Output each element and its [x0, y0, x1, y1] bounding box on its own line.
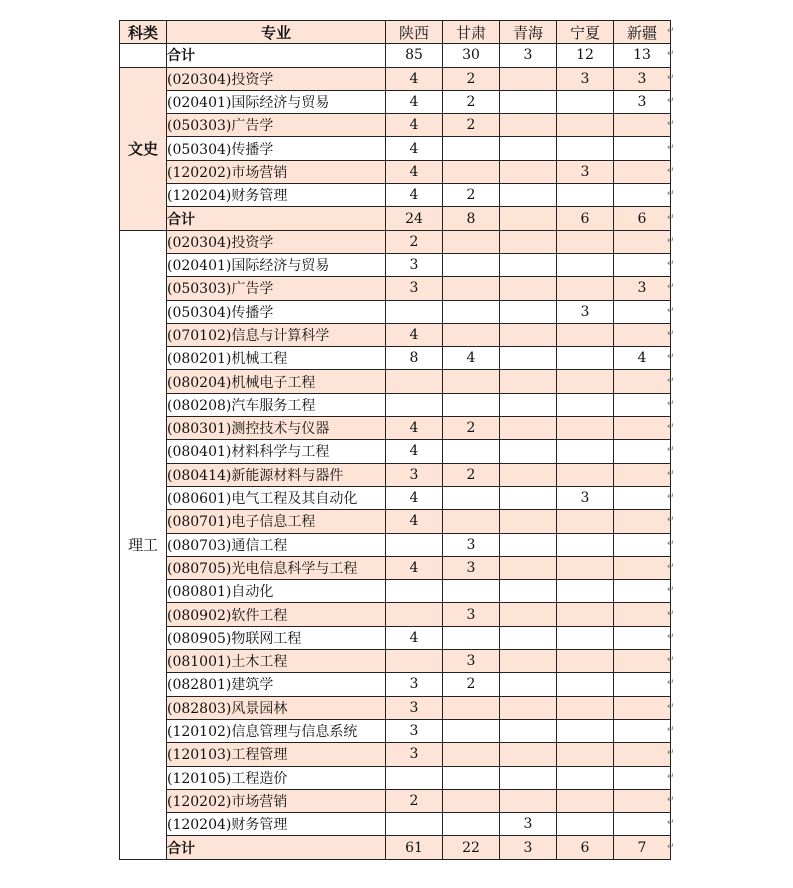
value-cell: 2: [443, 67, 500, 90]
value-cell: [557, 114, 614, 137]
value-cell: [557, 603, 614, 626]
major-name: (080601)电气工程及其自动化: [167, 486, 386, 509]
table-row: [120, 440, 671, 463]
value-cell: 2: [443, 463, 500, 486]
row-end-mark: ↵: [667, 561, 675, 572]
table-row: [120, 510, 671, 533]
row-end-mark: ↵: [667, 398, 675, 409]
row-end-mark: ↵: [667, 655, 675, 666]
value-cell: 3: [386, 277, 443, 300]
major-name: (020401)国际经济与贸易: [167, 90, 386, 113]
value-cell: [557, 510, 614, 533]
value-cell: [500, 207, 557, 230]
value-cell: [614, 766, 671, 789]
value-cell: [557, 440, 614, 463]
table-row: [120, 90, 671, 113]
value-cell: 24: [386, 207, 443, 230]
value-cell: [443, 277, 500, 300]
value-cell: 3: [557, 300, 614, 323]
value-cell: 4: [386, 417, 443, 440]
major-name: (080905)物联网工程: [167, 626, 386, 649]
major-name: (082801)建筑学: [167, 673, 386, 696]
value-cell: [614, 813, 671, 836]
value-cell: 4: [386, 626, 443, 649]
table-row: [120, 486, 671, 509]
row-end-mark: ↵: [667, 352, 675, 363]
value-cell: [500, 673, 557, 696]
row-end-mark: ↵: [667, 725, 675, 736]
value-cell: [443, 580, 500, 603]
value-cell: [443, 393, 500, 416]
value-cell: [557, 580, 614, 603]
value-cell: [557, 90, 614, 113]
value-cell: [443, 370, 500, 393]
value-cell: 3: [614, 90, 671, 113]
value-cell: 3: [557, 160, 614, 183]
value-cell: 3: [500, 44, 557, 67]
value-cell: 4: [443, 347, 500, 370]
value-cell: [443, 789, 500, 812]
value-cell: [614, 393, 671, 416]
table-row: [120, 230, 671, 253]
major-name: (070102)信息与计算科学: [167, 323, 386, 346]
row-end-mark: ↵: [667, 26, 675, 37]
value-cell: [500, 230, 557, 253]
major-name: (020401)国际经济与贸易: [167, 253, 386, 276]
value-cell: 6: [557, 207, 614, 230]
value-cell: [500, 696, 557, 719]
value-cell: [557, 789, 614, 812]
value-cell: [557, 323, 614, 346]
table-row: [120, 650, 671, 673]
total-label: 合计: [167, 207, 386, 230]
group-total-row: [120, 836, 671, 859]
table-row: [120, 463, 671, 486]
row-end-mark: ↵: [667, 445, 675, 456]
major-name: (050303)广告学: [167, 277, 386, 300]
value-cell: [614, 650, 671, 673]
value-cell: [500, 90, 557, 113]
row-end-mark: ↵: [667, 515, 675, 526]
table-row: [120, 813, 671, 836]
value-cell: 2: [386, 230, 443, 253]
major-name: (080801)自动化: [167, 580, 386, 603]
row-end-mark: ↵: [667, 72, 675, 83]
value-cell: [614, 114, 671, 137]
header-row: [120, 21, 671, 44]
row-end-mark: ↵: [667, 678, 675, 689]
value-cell: [614, 673, 671, 696]
value-cell: [443, 160, 500, 183]
value-cell: 12: [557, 44, 614, 67]
value-cell: [557, 813, 614, 836]
value-cell: 3: [557, 67, 614, 90]
major-name: (020304)投资学: [167, 67, 386, 90]
value-cell: [443, 323, 500, 346]
overall-total-row: [120, 44, 671, 67]
value-cell: [500, 719, 557, 742]
header-province: 青海: [500, 21, 557, 44]
value-cell: 4: [386, 510, 443, 533]
value-cell: [443, 813, 500, 836]
table-row: [120, 370, 671, 393]
table-row: [120, 719, 671, 742]
major-name: (080705)光电信息科学与工程: [167, 556, 386, 579]
value-cell: [500, 766, 557, 789]
row-end-mark: ↵: [667, 142, 675, 153]
value-cell: [500, 789, 557, 812]
row-end-mark: ↵: [667, 259, 675, 270]
value-cell: 3: [386, 253, 443, 276]
value-cell: [386, 766, 443, 789]
value-cell: [614, 486, 671, 509]
value-cell: [443, 137, 500, 160]
value-cell: [500, 160, 557, 183]
row-end-mark: ↵: [667, 701, 675, 712]
table-row: [120, 696, 671, 719]
row-end-mark: ↵: [667, 165, 675, 176]
value-cell: [557, 673, 614, 696]
enrollment-plan-table: [119, 20, 671, 860]
value-cell: 2: [443, 184, 500, 207]
major-name: (080208)汽车服务工程: [167, 393, 386, 416]
value-cell: [500, 463, 557, 486]
row-end-mark: ↵: [667, 282, 675, 293]
value-cell: [557, 533, 614, 556]
value-cell: [557, 184, 614, 207]
value-cell: [386, 393, 443, 416]
value-cell: 4: [386, 160, 443, 183]
value-cell: [500, 580, 557, 603]
value-cell: [386, 580, 443, 603]
value-cell: [500, 323, 557, 346]
total-label: 合计: [167, 44, 386, 67]
table-row: [120, 347, 671, 370]
major-name: (120103)工程管理: [167, 743, 386, 766]
table-row: [120, 673, 671, 696]
table-row: [120, 789, 671, 812]
header-province: 宁夏: [557, 21, 614, 44]
major-name: (080414)新能源材料与器件: [167, 463, 386, 486]
value-cell: 61: [386, 836, 443, 859]
table-row: [120, 626, 671, 649]
major-name: (120204)财务管理: [167, 813, 386, 836]
value-cell: [500, 253, 557, 276]
row-end-mark: ↵: [667, 794, 675, 805]
value-cell: 4: [386, 440, 443, 463]
table-row: [120, 277, 671, 300]
major-name: (080902)软件工程: [167, 603, 386, 626]
value-cell: [614, 626, 671, 649]
value-cell: [386, 370, 443, 393]
value-cell: 22: [443, 836, 500, 859]
value-cell: [443, 230, 500, 253]
value-cell: 2: [443, 114, 500, 137]
major-name: (050304)传播学: [167, 137, 386, 160]
value-cell: 3: [614, 277, 671, 300]
header-province: 新疆: [614, 21, 671, 44]
value-cell: [614, 556, 671, 579]
value-cell: [500, 114, 557, 137]
value-cell: 3: [386, 696, 443, 719]
value-cell: 3: [557, 486, 614, 509]
value-cell: 6: [557, 836, 614, 859]
table-row: [120, 580, 671, 603]
value-cell: [500, 533, 557, 556]
total-label: 合计: [167, 836, 386, 859]
category-cell: 文史: [120, 67, 167, 230]
value-cell: [614, 789, 671, 812]
row-end-mark: ↵: [667, 748, 675, 759]
header-province: 陕西: [386, 21, 443, 44]
value-cell: [500, 440, 557, 463]
value-cell: [614, 603, 671, 626]
value-cell: [500, 743, 557, 766]
major-name: (120202)市场营销: [167, 789, 386, 812]
value-cell: [443, 766, 500, 789]
value-cell: [614, 696, 671, 719]
row-end-mark: ↵: [667, 96, 675, 107]
row-end-mark: ↵: [667, 608, 675, 619]
table-row: [120, 114, 671, 137]
value-cell: [614, 580, 671, 603]
value-cell: 4: [386, 90, 443, 113]
value-cell: [443, 253, 500, 276]
value-cell: [614, 323, 671, 346]
major-name: (120202)市场营销: [167, 160, 386, 183]
table-row: [120, 393, 671, 416]
value-cell: [614, 184, 671, 207]
value-cell: [557, 277, 614, 300]
value-cell: [614, 300, 671, 323]
value-cell: [443, 300, 500, 323]
row-end-mark: ↵: [667, 189, 675, 200]
major-name: (120102)信息管理与信息系统: [167, 719, 386, 742]
value-cell: [557, 417, 614, 440]
value-cell: [443, 510, 500, 533]
value-cell: 6: [614, 207, 671, 230]
value-cell: 3: [500, 813, 557, 836]
value-cell: [500, 300, 557, 323]
value-cell: [500, 67, 557, 90]
value-cell: [386, 603, 443, 626]
value-cell: 2: [443, 90, 500, 113]
value-cell: [557, 393, 614, 416]
value-cell: 4: [386, 137, 443, 160]
group-total-row: [120, 207, 671, 230]
table-row: [120, 603, 671, 626]
value-cell: [500, 417, 557, 440]
value-cell: [614, 463, 671, 486]
table-row: [120, 253, 671, 276]
value-cell: [614, 253, 671, 276]
value-cell: [614, 743, 671, 766]
value-cell: [500, 347, 557, 370]
value-cell: [443, 626, 500, 649]
value-cell: [386, 650, 443, 673]
value-cell: [557, 253, 614, 276]
value-cell: [614, 417, 671, 440]
header-category: 科类: [120, 21, 167, 44]
row-end-mark: ↵: [667, 841, 675, 852]
major-name: (080301)测控技术与仪器: [167, 417, 386, 440]
value-cell: [557, 347, 614, 370]
category-cell: [120, 44, 167, 67]
row-end-mark: ↵: [667, 375, 675, 386]
value-cell: 3: [443, 556, 500, 579]
value-cell: 3: [386, 463, 443, 486]
value-cell: 3: [443, 603, 500, 626]
value-cell: 2: [443, 673, 500, 696]
value-cell: 3: [500, 836, 557, 859]
row-end-mark: ↵: [667, 818, 675, 829]
value-cell: [500, 626, 557, 649]
value-cell: 3: [386, 719, 443, 742]
row-end-mark: ↵: [667, 538, 675, 549]
value-cell: [500, 370, 557, 393]
value-cell: [500, 184, 557, 207]
value-cell: [500, 510, 557, 533]
value-cell: 7: [614, 836, 671, 859]
value-cell: [443, 743, 500, 766]
value-cell: 13: [614, 44, 671, 67]
table-row: [120, 300, 671, 323]
value-cell: 30: [443, 44, 500, 67]
value-cell: 4: [386, 114, 443, 137]
value-cell: [557, 137, 614, 160]
major-name: (080201)机械工程: [167, 347, 386, 370]
value-cell: 85: [386, 44, 443, 67]
value-cell: [557, 650, 614, 673]
major-name: (081001)土木工程: [167, 650, 386, 673]
value-cell: [386, 300, 443, 323]
row-end-mark: ↵: [667, 771, 675, 782]
row-end-mark: ↵: [667, 305, 675, 316]
row-end-mark: ↵: [667, 468, 675, 479]
value-cell: 2: [443, 417, 500, 440]
value-cell: 2: [386, 789, 443, 812]
value-cell: [614, 510, 671, 533]
value-cell: 3: [443, 533, 500, 556]
value-cell: [557, 626, 614, 649]
table-row: [120, 67, 671, 90]
value-cell: 4: [386, 556, 443, 579]
value-cell: [500, 650, 557, 673]
value-cell: [557, 230, 614, 253]
value-cell: [500, 603, 557, 626]
value-cell: [614, 230, 671, 253]
major-name: (080703)通信工程: [167, 533, 386, 556]
major-name: (120105)工程造价: [167, 766, 386, 789]
table-row: [120, 533, 671, 556]
major-name: (120204)财务管理: [167, 184, 386, 207]
value-cell: [557, 766, 614, 789]
value-cell: 4: [386, 486, 443, 509]
value-cell: 3: [386, 673, 443, 696]
value-cell: [443, 440, 500, 463]
table-row: [120, 766, 671, 789]
header-major: 专业: [167, 21, 386, 44]
row-end-mark: ↵: [667, 422, 675, 433]
row-end-mark: ↵: [667, 212, 675, 223]
value-cell: [557, 743, 614, 766]
value-cell: [614, 533, 671, 556]
major-name: (020304)投资学: [167, 230, 386, 253]
value-cell: [500, 393, 557, 416]
major-name: (080701)电子信息工程: [167, 510, 386, 533]
value-cell: [557, 556, 614, 579]
value-cell: [500, 277, 557, 300]
value-cell: 4: [386, 67, 443, 90]
value-cell: 8: [386, 347, 443, 370]
value-cell: [614, 719, 671, 742]
value-cell: [557, 696, 614, 719]
value-cell: [614, 160, 671, 183]
table-row: [120, 417, 671, 440]
value-cell: [614, 440, 671, 463]
row-end-mark: ↵: [667, 631, 675, 642]
row-end-mark: ↵: [667, 235, 675, 246]
value-cell: [443, 486, 500, 509]
value-cell: [500, 556, 557, 579]
row-end-mark: ↵: [667, 585, 675, 596]
row-end-mark: ↵: [667, 49, 675, 60]
table-row: [120, 556, 671, 579]
table-row: [120, 160, 671, 183]
major-name: (050304)传播学: [167, 300, 386, 323]
value-cell: 4: [386, 184, 443, 207]
value-cell: 4: [614, 347, 671, 370]
value-cell: [443, 719, 500, 742]
value-cell: [557, 463, 614, 486]
value-cell: 8: [443, 207, 500, 230]
value-cell: [386, 533, 443, 556]
table-row: [120, 137, 671, 160]
category-cell: 理工: [120, 230, 167, 859]
value-cell: 3: [443, 650, 500, 673]
header-province: 甘肃: [443, 21, 500, 44]
value-cell: [386, 813, 443, 836]
value-cell: [557, 370, 614, 393]
value-cell: [500, 137, 557, 160]
row-end-mark: ↵: [667, 492, 675, 503]
value-cell: [614, 370, 671, 393]
row-end-mark: ↵: [667, 329, 675, 339]
major-name: (050303)广告学: [167, 114, 386, 137]
value-cell: 4: [386, 323, 443, 346]
row-end-mark: ↵: [667, 119, 675, 130]
value-cell: 3: [614, 67, 671, 90]
value-cell: [614, 137, 671, 160]
value-cell: [557, 719, 614, 742]
table-row: [120, 184, 671, 207]
major-name: (080204)机械电子工程: [167, 370, 386, 393]
table-row: [120, 323, 671, 346]
table-row: [120, 743, 671, 766]
value-cell: [500, 486, 557, 509]
major-name: (082803)风景园林: [167, 696, 386, 719]
value-cell: [443, 696, 500, 719]
major-name: (080401)材料科学与工程: [167, 440, 386, 463]
value-cell: 3: [386, 743, 443, 766]
